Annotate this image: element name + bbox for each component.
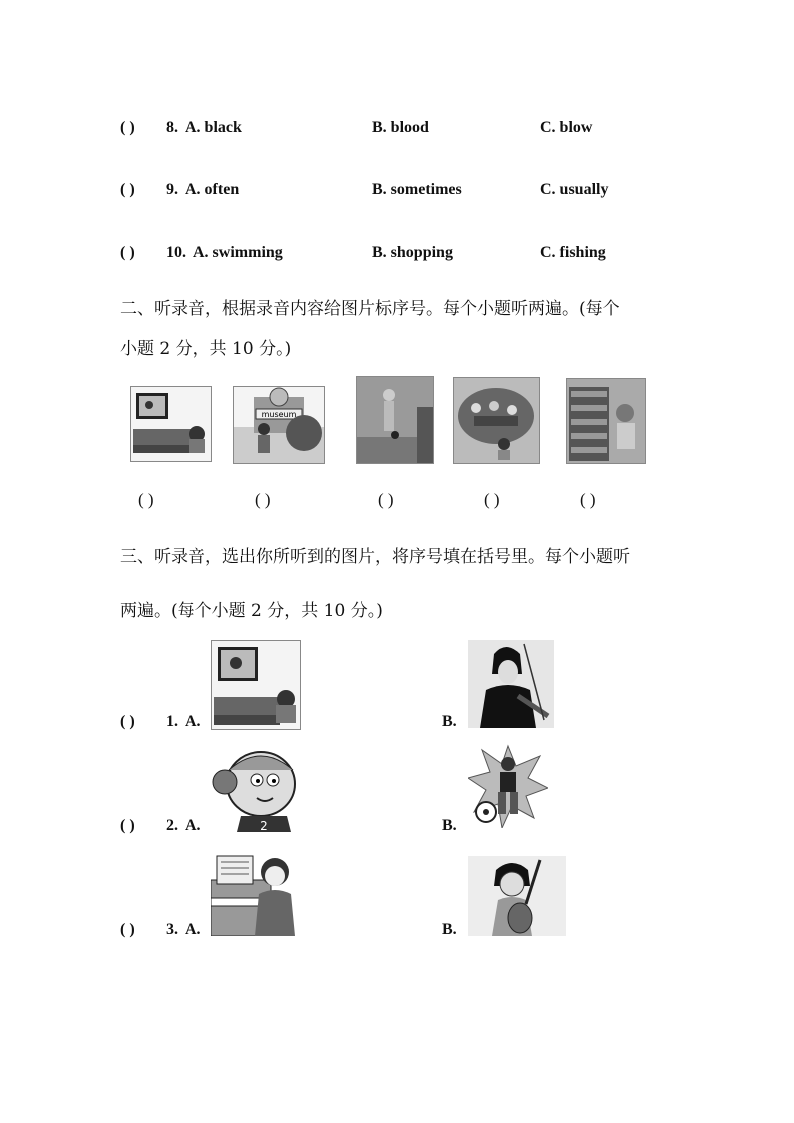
question-number: 9. [166, 181, 178, 198]
svg-text:2: 2 [260, 819, 268, 832]
part3-title-line1: 三、听录音，选出你所听到的图片，将序号填在括号里。每个小题听 [120, 547, 630, 567]
option-c: C. fishing [540, 244, 606, 261]
question-number: 8. [166, 119, 178, 136]
answer-paren-pic-5[interactable]: ( ) [580, 490, 596, 509]
option-c: C. usually [540, 181, 609, 198]
violin-player-picture [468, 640, 554, 728]
answer-paren[interactable]: ( ) [120, 244, 135, 261]
option-a-label: A. [185, 713, 201, 730]
option-a: A. often [185, 181, 240, 198]
svg-text:museum: museum [261, 410, 297, 419]
pipa-girl-picture [468, 856, 566, 936]
question-number: 10. [166, 244, 186, 261]
answer-paren-pic-1[interactable]: ( ) [138, 490, 154, 509]
option-a-label: A. [185, 921, 201, 938]
option-a: A. black [185, 119, 242, 136]
option-c: C. blow [540, 119, 593, 136]
option-b: B. shopping [372, 244, 453, 261]
answer-paren-pic-3[interactable]: ( ) [378, 490, 394, 509]
part3-title-line2: 两遍。(每个小题 2 分，共 10 分。) [120, 601, 383, 621]
answer-paren[interactable]: ( ) [120, 817, 135, 834]
option-b: B. blood [372, 119, 429, 136]
question-number: 1. [166, 713, 178, 730]
tv-watching-picture [211, 640, 301, 730]
basketball-boy-picture [211, 746, 303, 832]
family-picnic-picture [453, 377, 540, 464]
museum-picture [233, 386, 325, 464]
supermarket-shopping-picture [566, 378, 646, 464]
answer-paren[interactable]: ( ) [120, 921, 135, 938]
answer-paren[interactable]: ( ) [120, 181, 135, 198]
answer-paren[interactable]: ( ) [120, 119, 135, 136]
option-a: A. swimming [193, 244, 283, 261]
answer-paren-pic-4[interactable]: ( ) [484, 490, 500, 509]
option-b-label: B. [442, 921, 457, 938]
part2-title-line1: 二、听录音，根据录音内容给图片标序号。每个小题听两遍。(每个 [120, 299, 620, 319]
soccer-player-picture [468, 742, 548, 828]
question-number: 2. [166, 817, 178, 834]
piano-girl-picture [211, 850, 299, 936]
answer-paren[interactable]: ( ) [120, 713, 135, 730]
part2-title-line2: 小题 2 分，共 10 分。) [120, 339, 292, 359]
option-b: B. sometimes [372, 181, 462, 198]
question-number: 3. [166, 921, 178, 938]
tv-watching-picture [130, 386, 212, 462]
option-b-label: B. [442, 817, 457, 834]
option-b-label: B. [442, 713, 457, 730]
option-a-label: A. [185, 817, 201, 834]
bowling-picture [356, 376, 434, 464]
answer-paren-pic-2[interactable]: ( ) [255, 490, 271, 509]
